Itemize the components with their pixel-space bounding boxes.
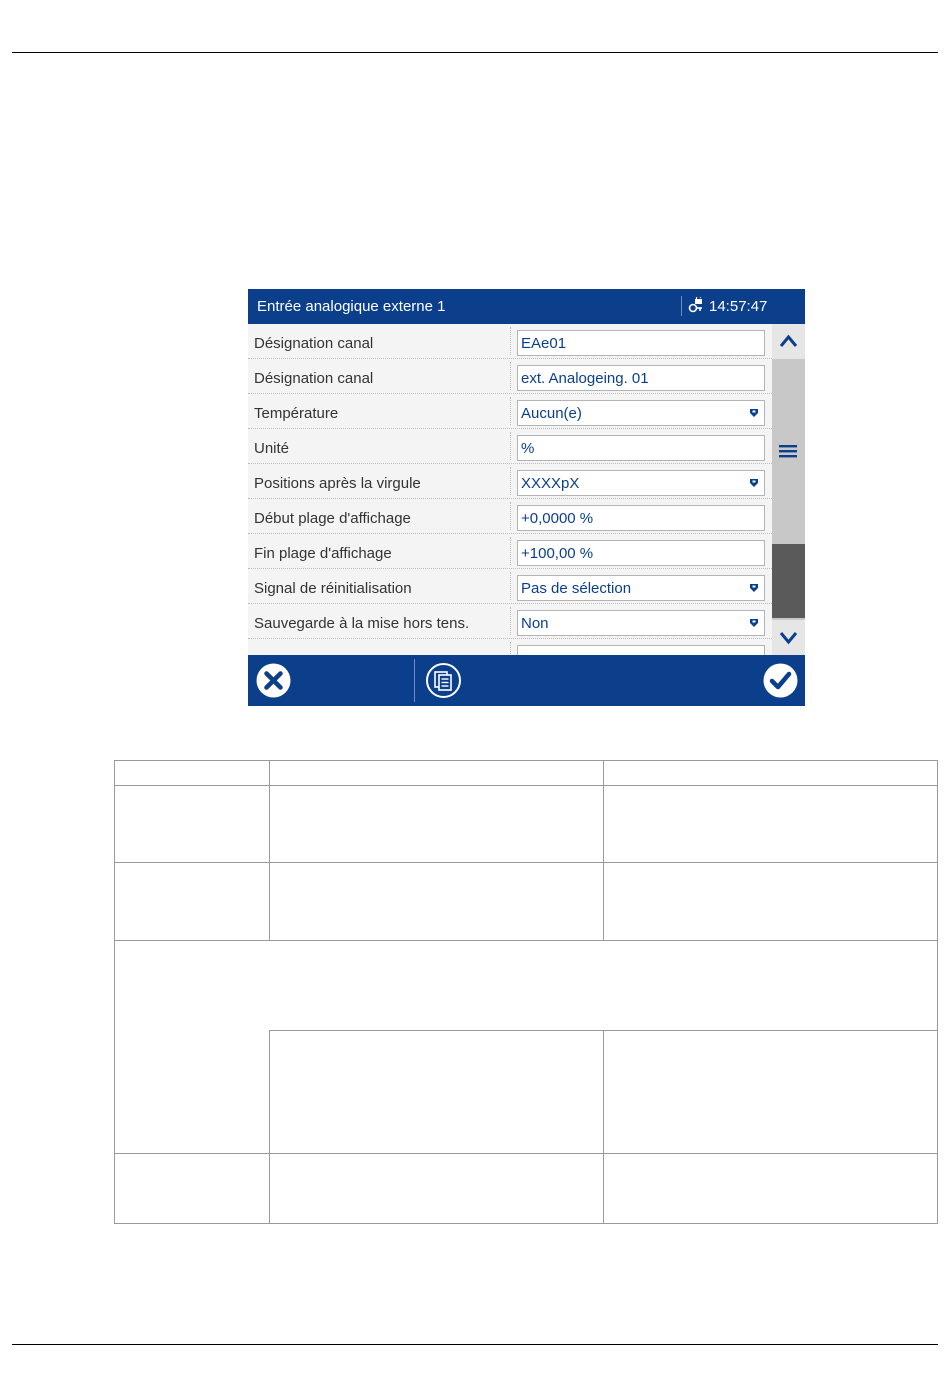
footer-bar — [248, 655, 805, 706]
parameter-select[interactable] — [517, 610, 765, 636]
parameter-label: Positions après la virgule — [254, 475, 421, 492]
parameter-input[interactable] — [517, 505, 765, 531]
parameter-input[interactable] — [517, 435, 765, 461]
device-screen — [248, 289, 805, 706]
row-divider — [510, 537, 512, 565]
list-item — [248, 359, 772, 394]
parameter-label: Fin plage d'affichage — [254, 545, 392, 562]
parameter-input[interactable] — [517, 365, 765, 391]
title-bar — [248, 289, 805, 324]
footer-separator — [414, 659, 415, 702]
parameter-value: Pas de sélection — [521, 580, 632, 597]
parameter-input[interactable] — [517, 540, 765, 566]
window-title: Entrée analogique externe 1 — [257, 298, 446, 315]
scroll-down-button[interactable] — [772, 620, 805, 655]
parameter-label: Début plage d'affichage — [254, 510, 411, 527]
list-item — [248, 464, 772, 499]
parameter-label: Désignation canal — [254, 370, 374, 387]
empty-table — [114, 760, 938, 1224]
clock-time: 14:57:47 — [709, 298, 768, 315]
parameter-select[interactable] — [517, 400, 765, 426]
copy-pages-icon[interactable] — [425, 662, 462, 699]
parameter-label: Désignation canal — [254, 335, 374, 352]
parameter-value: Aucun(e) — [521, 405, 582, 422]
dropdown-arrow-icon — [749, 618, 759, 628]
chevron-up-icon — [772, 324, 805, 359]
parameter-value: +0,0000 % — [521, 510, 594, 527]
parameter-value: +100,00 % — [521, 545, 594, 562]
parameter-value: % — [521, 440, 535, 457]
parameter-label: Sauvegarde à la mise hors tens. — [254, 615, 470, 632]
dropdown-arrow-icon — [749, 408, 759, 418]
row-divider — [510, 607, 512, 635]
parameter-label: Unité — [254, 440, 290, 457]
dropdown-arrow-icon — [749, 583, 759, 593]
list-item — [248, 394, 772, 429]
menu-lines-icon[interactable] — [779, 444, 797, 458]
chevron-down-icon — [772, 620, 805, 655]
row-divider — [510, 432, 512, 460]
list-item — [248, 534, 772, 569]
list-item — [248, 429, 772, 464]
parameter-input[interactable] — [517, 645, 765, 655]
row-divider — [510, 362, 512, 390]
dropdown-arrow-icon — [749, 478, 759, 488]
parameter-value: Non — [521, 615, 549, 632]
page-top-rule — [12, 52, 938, 53]
parameter-label: Signal de réinitialisation — [254, 580, 412, 597]
row-divider — [510, 327, 512, 355]
list-item-partial — [248, 639, 772, 655]
page-bottom-rule — [12, 1344, 938, 1345]
parameter-select[interactable] — [517, 470, 765, 496]
parameter-select[interactable] — [517, 575, 765, 601]
row-divider — [510, 642, 512, 655]
list-item — [248, 499, 772, 534]
parameter-input[interactable] — [517, 330, 765, 356]
title-separator — [681, 296, 682, 316]
list-item — [248, 324, 772, 359]
list-item — [248, 604, 772, 639]
unlock-key-icon — [687, 297, 705, 315]
cancel-x-icon[interactable] — [255, 662, 292, 699]
list-item — [248, 569, 772, 604]
parameter-value: ext. Analogeing. 01 — [521, 370, 649, 387]
scroll-thumb[interactable] — [772, 544, 805, 618]
row-divider — [510, 467, 512, 495]
scrollbar[interactable] — [772, 324, 805, 655]
row-divider — [510, 572, 512, 600]
parameter-value: XXXXpX — [521, 475, 580, 492]
parameter-label: Température — [254, 405, 339, 422]
row-divider — [510, 502, 512, 530]
parameter-list — [248, 324, 772, 655]
scroll-up-button[interactable] — [772, 324, 805, 359]
row-divider — [510, 397, 512, 425]
parameter-value: EAe01 — [521, 335, 567, 352]
checkmark-icon[interactable] — [762, 662, 799, 699]
